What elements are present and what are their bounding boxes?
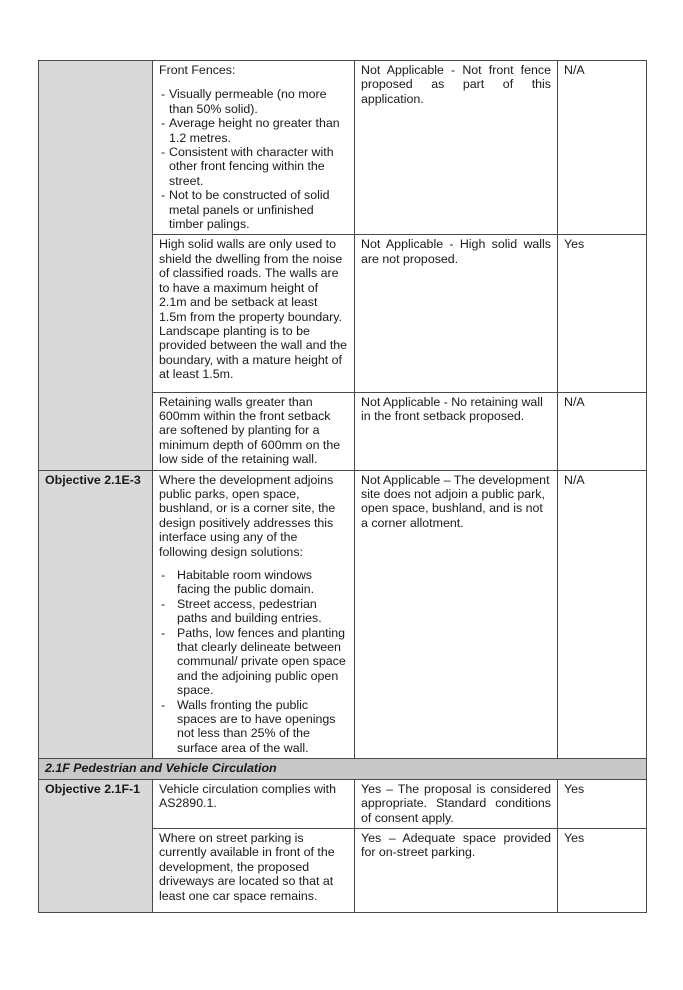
compliance-table xyxy=(38,60,647,913)
list-item: - Consistent with character with other front fencing within the street. xyxy=(159,145,348,188)
status-cell: Yes xyxy=(558,235,647,392)
control-cell xyxy=(153,61,355,235)
list-item: - Walls fronting the public spaces are to have openings not less than 25% of the surface area of the wall. xyxy=(159,698,348,756)
objective-label: Objective 2.1E-3 xyxy=(39,470,153,759)
objective-cell-continued xyxy=(39,61,153,471)
comment-cell: Not Applicable – The development site does not adjoin a public park, open space, bushland, and is not a corner allotment. xyxy=(355,470,558,759)
section-heading: 2.1F Pedestrian and Vehicle Circulation xyxy=(39,759,647,779)
control-list xyxy=(159,87,348,231)
comment-cell: Not Applicable - Not front fence proposed as part of this application. xyxy=(355,61,558,235)
control-list xyxy=(159,568,348,755)
table-row-front-fences xyxy=(39,61,647,235)
status-cell: N/A xyxy=(558,470,647,759)
table-row-section-header xyxy=(39,759,647,779)
control-cell: Retaining walls greater than 600mm within the front setback are softened by planting for a minimum depth of 600mm on the low side of the retaining wall. xyxy=(153,392,355,470)
status-cell: N/A xyxy=(558,392,647,470)
control-cell xyxy=(153,470,355,759)
list-item: - Habitable room windows facing the public domain. xyxy=(159,568,348,597)
comment-cell: Yes – Adequate space provided for on-street parking. xyxy=(355,828,558,912)
comment-cell: Yes – The proposal is considered appropriate. Standard conditions of consent apply. xyxy=(355,779,558,828)
list-item: - Street access, pedestrian paths and building entries. xyxy=(159,597,348,626)
table-row-objective-2-1f-1 xyxy=(39,779,647,828)
control-cell: High solid walls are only used to shield the dwelling from the noise of classified roads. The walls are to have a maximum height of 2.1m and be setback at least 1.5m from the property boundary. Landscape planting is to be provided between the wall and the boundary, with a mature height of at least 1.5m. xyxy=(153,235,355,392)
list-item: - Not to be constructed of solid metal panels or unfinished timber palings. xyxy=(159,188,348,231)
status-cell: Yes xyxy=(558,828,647,912)
status-cell: Yes xyxy=(558,779,647,828)
control-intro: Front Fences: xyxy=(159,63,236,77)
table-row-objective-2-1e-3 xyxy=(39,470,647,759)
list-item: - Paths, low fences and planting that clearly delineate between communal/ private open space and the adjoining public open space. xyxy=(159,626,348,698)
objective-label: Objective 2.1F-1 xyxy=(39,779,153,912)
list-item: - Visually permeable (no more than 50% solid). xyxy=(159,87,348,116)
status-cell: N/A xyxy=(558,61,647,235)
comment-cell: Not Applicable - High solid walls are not proposed. xyxy=(355,235,558,392)
control-cell: Where on street parking is currently available in front of the development, the proposed driveways are located so that at least one car space remains. xyxy=(153,828,355,912)
list-item: - Average height no greater than 1.2 metres. xyxy=(159,116,348,145)
control-cell: Vehicle circulation complies with AS2890.1. xyxy=(153,779,355,828)
control-intro: Where the development adjoins public parks, open space, bushland, or is a corner site, the design positively addresses this interface using any of the following design solutions: xyxy=(159,472,336,559)
comment-cell: Not Applicable - No retaining wall in the front setback proposed. xyxy=(355,392,558,470)
